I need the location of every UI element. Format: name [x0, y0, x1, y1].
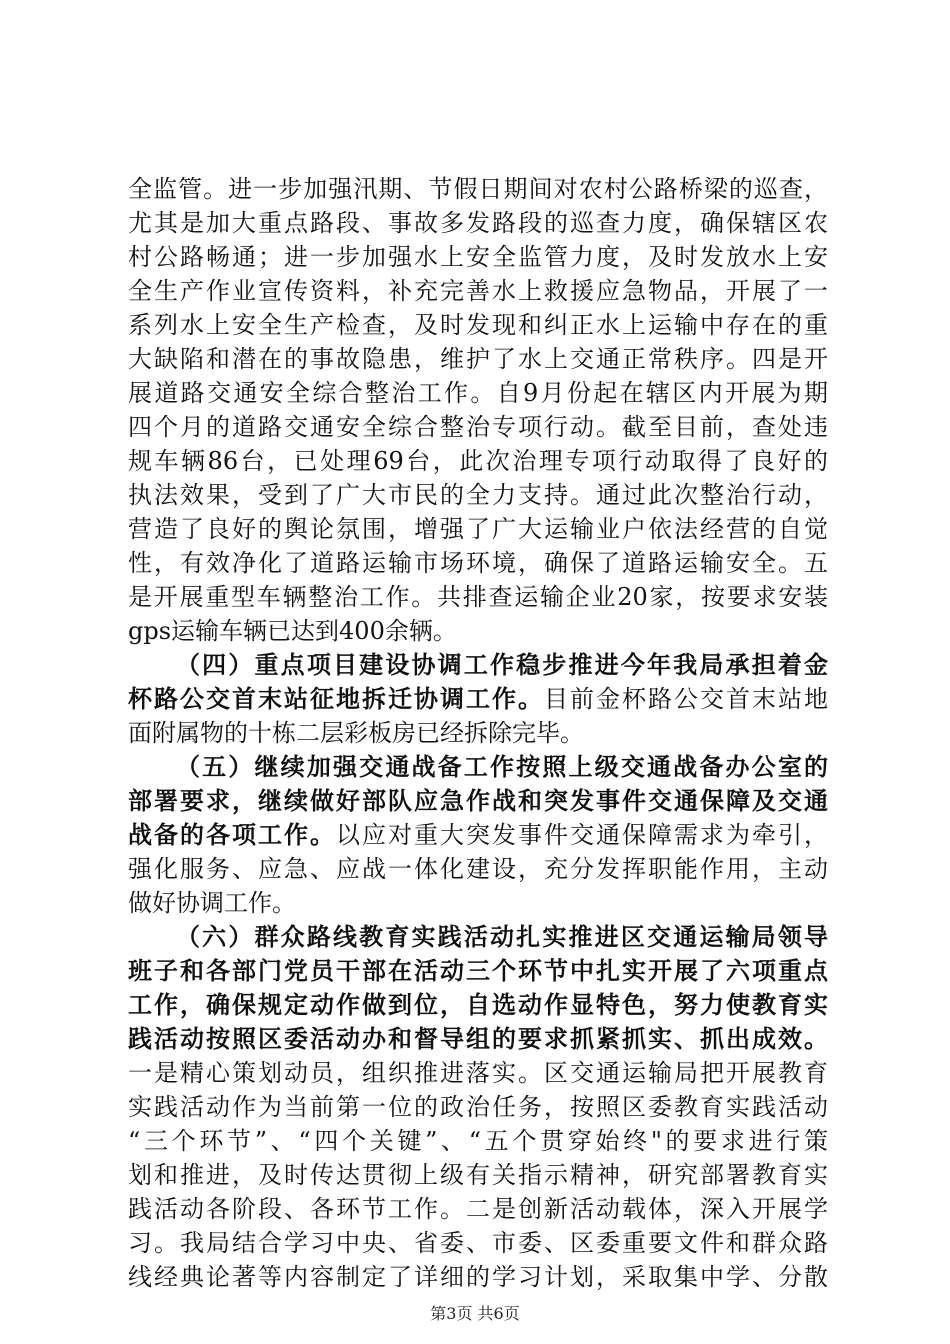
section-heading-text: 战备的各项工作。 [128, 820, 336, 849]
text-line: gps运输车辆已达到400余辆。 [128, 617, 457, 645]
text-line: 强化服务、应急、应战一体化建设，充分发挥职能作用，主动 [128, 855, 828, 883]
text-line: 划和推进，及时传达贯彻上级有关指示精神，研究部署教育实 [128, 1161, 828, 1189]
text-line: 大缺陷和潜在的事故隐患，维护了水上交通正常秩序。四是开 [128, 345, 828, 373]
text-line: 一是精心策划动员，组织推进落实。区交通运输局把开展教育 [128, 1059, 828, 1087]
paragraph-section-5 [128, 750, 828, 920]
text-line: 营造了良好的舆论氛围，增强了广大运输业户依法经营的自觉 [128, 515, 828, 543]
text-line: 村公路畅通；进一步加强水上安全监管力度，及时发放水上安 [128, 243, 828, 271]
section-heading-line: 部署要求，继续做好部队应急作战和突发事件交通保障及交通 [128, 786, 828, 815]
section-heading-line: （五）继续加强交通战备工作按照上级交通战备办公室的 [176, 752, 828, 781]
section-heading-text: 杯路公交首末站征地拆迁协调工作。 [128, 684, 544, 713]
text-line: 性，有效净化了道路运输市场环境，确保了道路运输安全。五 [128, 549, 828, 577]
section-heading-line-mixed [128, 818, 828, 852]
text-segment: 目前金杯路公交首末站地 [544, 685, 828, 713]
text-line: 实践活动作为当前第一位的政治任务，按照区委教育实践活动 [128, 1093, 828, 1121]
text-line: 系列水上安全生产检查，及时发现和纠正水上运输中存在的重 [128, 311, 828, 339]
text-line: 全生产作业宣传资料，补充完善水上救援应急物品，开展了一 [128, 277, 828, 305]
text-line: 展道路交通安全综合整治工作。自9月份起在辖区内开展为期 [128, 379, 828, 407]
text-line: 执法效果，受到了广大市民的全力支持。通过此次整治行动， [128, 481, 828, 509]
text-line: 尤其是加大重点路段、事故多发路段的巡查力度，确保辖区农 [128, 209, 828, 237]
text-segment: 以应对重大突发事件交通保障需求为牵引， [336, 821, 828, 849]
text-line: 规车辆86台，已处理69台，此次治理专项行动取得了良好的 [128, 447, 828, 475]
paragraph-continuation [128, 172, 828, 648]
paragraph-section-6 [128, 920, 828, 1294]
paragraph-section-4 [128, 648, 828, 750]
text-line: 做好协调工作。 [128, 889, 296, 917]
text-line: 面附属物的十栋二层彩板房已经拆除完毕。 [128, 719, 584, 747]
section-heading-line: （四）重点项目建设协调工作稳步推进今年我局承担着金 [176, 650, 828, 679]
text-line: 践活动各阶段、各环节工作。二是创新活动载体，深入开展学 [128, 1195, 828, 1223]
section-heading-line: （六）群众路线教育实践活动扎实推进区交通运输局领导 [176, 922, 828, 951]
section-heading-line: 班子和各部门党员干部在活动三个环节中扎实开展了六项重点 [128, 956, 828, 985]
text-line: 线经典论著等内容制定了详细的学习计划，采取集中学、分散 [128, 1263, 828, 1291]
section-heading-line-mixed [128, 682, 828, 716]
text-line: “三个环节”、“四个关键”、“五个贯穿始终"的要求进行策 [128, 1127, 828, 1155]
document-body [128, 172, 828, 1294]
text-line: 习。我局结合学习中央、省委、市委、区委重要文件和群众路 [128, 1229, 828, 1257]
text-line: 全监管。进一步加强汛期、节假日期间对农村公路桥梁的巡查， [128, 175, 828, 203]
section-heading-line: 践活动按照区委活动办和督导组的要求抓紧抓实、抓出成效。 [128, 1024, 828, 1053]
section-heading-line: 工作，确保规定动作做到位，自选动作显特色，努力使教育实 [128, 990, 828, 1019]
text-line: 是开展重型车辆整治工作。共排查运输企业20家，按要求安装 [128, 583, 828, 611]
text-line: 四个月的道路交通安全综合整治专项行动。截至目前，查处违 [128, 413, 828, 441]
page-number-footer: 第3页 共6页 [430, 1304, 520, 1323]
